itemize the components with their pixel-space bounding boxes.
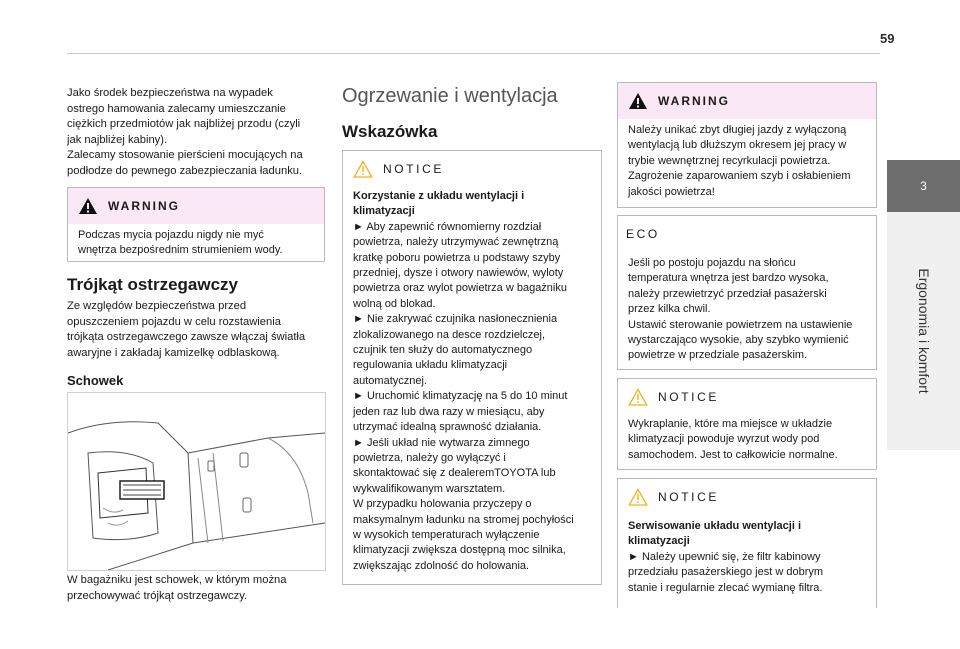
warning-header <box>618 83 876 119</box>
notice-triangle-icon <box>628 488 648 506</box>
text-line: ► Należy upewnić się, że filtr kabinowy <box>628 550 821 563</box>
text-line: ► Jeśli układ nie wytwarza zimnego <box>353 436 530 449</box>
notice-header <box>618 479 876 515</box>
text-line: Wykraplanie, które ma miejsce w układzie <box>628 418 833 430</box>
text-line: Serwisowanie układu wentylacji i <box>628 520 802 532</box>
warning-title: WARNING <box>108 199 180 213</box>
text-line: jeden raz lub dwa razy w miesiącu, aby <box>353 405 545 418</box>
text-line: temperatura wnętrza jest bardzo wysoka, <box>628 272 829 285</box>
text-line: klimatyzacji <box>353 205 415 218</box>
text-line: powietrza, należy utrzymywać zewnętrzną <box>353 236 559 249</box>
text-line: trybie wewnętrznej recyrkulacji powietrza. <box>628 154 831 167</box>
triangle-heading: Trójkąt ostrzegawczy <box>67 275 239 294</box>
text-line: Należy unikać zbyt długiej jazdy z wyłączoną <box>628 124 847 136</box>
notice-title: NOTICE <box>658 390 719 404</box>
text-line: Podczas mycia pojazdu nigdy nie myć <box>78 229 264 241</box>
text-line: należy przewietrzyć przedział pasażerski <box>628 287 827 300</box>
warning-triangle-icon <box>628 92 648 110</box>
text-line: wykwalifikowanym warsztatem. <box>353 482 506 495</box>
page-number: 59 <box>880 31 895 46</box>
text-line: jak najbliżej kabiny). <box>67 133 168 146</box>
text-line: Jako środek bezpieczeństwa na wypadek <box>67 87 273 99</box>
text-line: wentylacją lub dłuższym okresem jej pracy w <box>628 139 847 152</box>
storage-heading: Schowek <box>67 373 124 388</box>
warning-box-recirculation <box>617 82 877 208</box>
text-line: przechowywać trójkąt ostrzegawczy. <box>67 589 248 602</box>
warning-box-washing <box>67 187 325 262</box>
text-line: awaryjne i zakładaj kamizelkę odblaskową. <box>67 346 280 359</box>
text-line: zwiększając zdolność do holowania. <box>353 559 530 572</box>
notice-box-condensation <box>617 378 877 470</box>
text-line: powietrze w przedziale pasażerskim. <box>628 349 808 362</box>
text-line: ► Uruchomić klimatyzację na 5 do 10 minut <box>353 390 568 403</box>
eco-header <box>618 216 876 252</box>
warning-body <box>68 224 324 267</box>
text-line: ostrego hamowania zalecamy umieszczanie <box>67 102 286 115</box>
section-title: Ogrzewanie i wentylacja <box>342 85 558 107</box>
text-line: automatycznej. <box>353 374 427 387</box>
text-line: klimatyzacji <box>628 535 690 548</box>
text-line: wystarczająco wysokie, aby szybko wymienić <box>628 334 849 347</box>
text-line: Jeśli po postoju pojazdu na słońcu <box>628 257 796 269</box>
text-line: trójkąta ostrzegawczego zawsze włączaj światła <box>67 331 306 344</box>
eco-title: ECO <box>626 227 660 241</box>
trunk-storage-illustration <box>67 392 326 571</box>
text-line: ciężkich przedmiotów jak najbliżej przodu (czyli <box>67 118 301 131</box>
text-line: klimatyzacji powoduje wyrzut wody pod <box>628 433 820 446</box>
subsection-title: Wskazówka <box>342 122 438 141</box>
notice-body <box>618 515 876 604</box>
chapter-title-tab[interactable] <box>887 212 960 450</box>
notice-box-servicing <box>617 478 877 608</box>
text-line: ► Aby zapewnić równomierny rozdział <box>353 220 542 233</box>
trunk-drawing <box>68 393 325 570</box>
triangle-text <box>67 299 324 361</box>
warning-header <box>68 188 324 224</box>
text-line: wnętrza bezpośrednim strumieniem wody. <box>78 244 283 257</box>
eco-box <box>617 215 877 370</box>
text-line: kratkę poboru powietrza u podstawy szyby <box>353 251 561 264</box>
text-line: jakości powietrza! <box>628 185 715 198</box>
text-line: ► Nie zakrywać czujnika nasłonecznienia <box>353 313 558 326</box>
text-line: przedziału pasażerskiego jest w dobrym <box>628 566 824 579</box>
text-line: Ustawić sterowanie powietrzem na ustawienie <box>628 318 853 331</box>
text-line: opuszczeniem pojazdu w celu rozstawienia <box>67 315 281 328</box>
text-line: stanie i regularnie zlecać wymianę filtra. <box>628 581 823 594</box>
text-line: Zalecamy stosowanie pierścieni mocujących na <box>67 149 303 162</box>
storage-caption <box>67 573 324 604</box>
warning-triangle-icon <box>78 197 98 215</box>
text-line: wolną od blokad. <box>353 297 436 310</box>
notice-body <box>343 187 601 582</box>
warning-body <box>618 119 876 208</box>
text-line: przez kilka chwil. <box>628 303 711 316</box>
text-line: samochodem. Jest to całkowicie normalne. <box>628 448 838 461</box>
chapter-title: Ergonomia i komfort <box>915 268 932 394</box>
text-line: Zagrożenie zaparowaniem szyb i osłabieniem <box>628 170 851 183</box>
notice-header <box>618 379 876 415</box>
eco-body <box>618 252 876 372</box>
text-line: podłodze do pewnego zabezpieczania ładunku. <box>67 164 303 177</box>
text-line: powietrza, należy go wyłączyć i <box>353 451 506 464</box>
cargo-intro <box>67 86 324 180</box>
notice-box-ventilation <box>342 150 602 585</box>
text-line: w wysokich temperaturach wyłączenie <box>353 528 540 541</box>
text-line: zlokalizowanego na desce rozdzielczej, <box>353 328 545 341</box>
notice-title: NOTICE <box>383 162 444 176</box>
text-line: utrzymać idealną sprawność działania. <box>353 421 542 434</box>
text-line: czujnik ten służy do automatycznego <box>353 344 533 357</box>
notice-header <box>343 151 601 187</box>
text-line: Korzystanie z układu wentylacji i <box>353 190 525 202</box>
notice-title: NOTICE <box>658 490 719 504</box>
text-line: powietrza oraz wylot powietrza w bagażniku <box>353 282 567 295</box>
notice-triangle-icon <box>628 388 648 406</box>
notice-triangle-icon <box>353 160 373 178</box>
header-rule <box>67 53 880 54</box>
notice-body <box>618 415 876 471</box>
text-line: W przypadku holowania przyczepy o <box>353 498 532 511</box>
warning-title: WARNING <box>658 94 730 108</box>
text-line: skontaktować się z dealeremTOYOTA lub <box>353 467 556 480</box>
text-line: klimatyzacji zwiększa dostępną moc silnika, <box>353 544 566 557</box>
text-line: maksymalnym ładunku na stromej pochyłości <box>353 513 574 526</box>
text-line: regulowania układu klimatyzacji <box>353 359 508 372</box>
chapter-number-tab[interactable]: 3 <box>887 160 960 212</box>
text-line: W bagażniku jest schowek, w którym można <box>67 574 287 586</box>
text-line: Ze względów bezpieczeństwa przed <box>67 300 247 312</box>
text-line: przedniej, dysze i otwory nawiewów, wyloty <box>353 267 564 280</box>
